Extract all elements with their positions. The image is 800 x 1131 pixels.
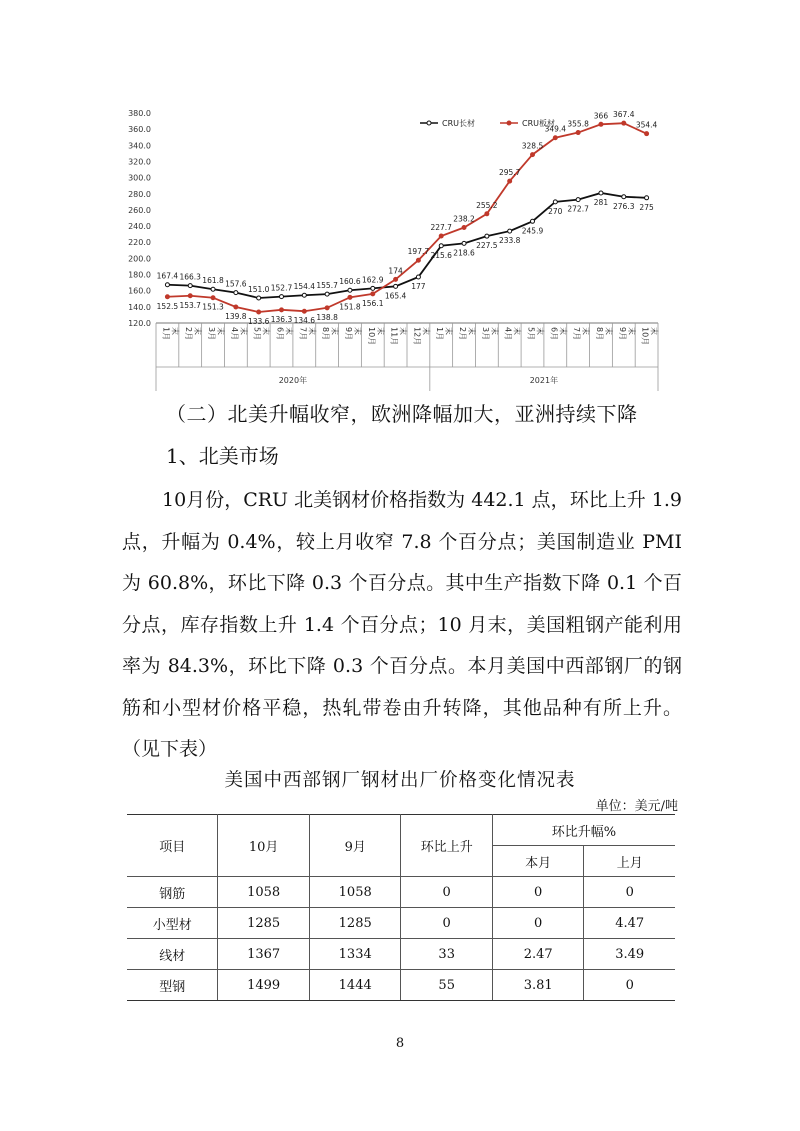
x-tick-label: 末 [649, 327, 659, 335]
data-point [416, 258, 420, 262]
x-tick-label: 6月 [275, 327, 285, 341]
data-point [553, 200, 557, 204]
cell-item: 型钢 [127, 970, 218, 1001]
data-point [394, 277, 398, 281]
cell-rise: 0 [401, 877, 492, 908]
x-tick-label: 末 [558, 327, 568, 335]
table-title: 美国中西部钢厂钢材出厂价格变化情况表 [224, 770, 576, 791]
data-label: 218.6 [453, 248, 475, 258]
x-tick-label: 末 [352, 327, 362, 335]
x-tick-label: 3月 [207, 327, 217, 341]
data-label: 136.3 [270, 314, 293, 324]
x-tick-label: 末 [512, 327, 522, 335]
x-tick-label: 2月 [458, 327, 468, 341]
data-label: 155.7 [316, 281, 338, 291]
data-point [599, 122, 603, 126]
cell-rise: 33 [401, 939, 492, 970]
y-tick-label: 380.0 [128, 109, 151, 118]
data-point [348, 288, 352, 292]
data-point [531, 153, 535, 157]
header-mom-pct: 环比升幅% [492, 815, 675, 846]
data-label: 161.8 [202, 276, 224, 286]
data-label: 366 [593, 111, 609, 121]
x-tick-label: 末 [330, 327, 340, 335]
data-label: 134.6 [293, 316, 316, 326]
header-oct: 10月 [218, 815, 310, 877]
body-paragraph: 10月份，CRU 北美钢材价格指数为 442.1 点，环比上升 1.9 点，升幅为 0.4%，较上月收窄 7.8 个百分点；美国制造业 PMI 为 60.8%，环比下降 0.3 个百分点。其中生产指数下降 0.1 个百分点，库存指数上升 1.4 个百分点；10 月末，美国粗钢产能利用率为 84.3%，环比下降 0.3 个百分点。本月美国中西部钢厂的钢筋和小型材价格平稳，热轧带卷由升转降，其他品种有所上升。（见下表） [122, 489, 682, 760]
data-label: 151.0 [247, 284, 270, 294]
y-tick-label: 260.0 [128, 205, 151, 215]
data-point [508, 179, 512, 183]
data-point [576, 131, 580, 135]
data-label: 227.7 [430, 223, 452, 233]
header-item: 项目 [127, 815, 218, 877]
data-point [257, 310, 261, 314]
x-tick-label: 4月 [503, 327, 513, 341]
x-tick-label: 5月 [526, 327, 536, 341]
data-label: 151.8 [339, 302, 361, 312]
data-label: 152.7 [270, 283, 293, 293]
data-label: 270 [548, 206, 563, 216]
y-tick-label: 180.0 [128, 270, 151, 280]
cell-item: 小型材 [127, 908, 218, 939]
cell-rise: 0 [401, 908, 492, 939]
data-point [325, 292, 329, 296]
data-label: 245.9 [521, 226, 544, 236]
data-point [462, 241, 466, 245]
cell-sep: 1285 [309, 908, 401, 939]
cell-item: 线材 [127, 939, 218, 970]
cell-sep: 1058 [309, 877, 401, 908]
x-tick-label: 9月 [617, 327, 627, 341]
data-label: 160.6 [339, 277, 361, 287]
x-tick-label: 末 [444, 327, 454, 335]
data-point [188, 294, 192, 298]
data-label: 354.4 [635, 120, 658, 130]
data-label: 162.9 [362, 275, 384, 285]
cell-sep: 1334 [309, 939, 401, 970]
data-point [485, 212, 489, 216]
cell-last: 0 [584, 877, 675, 908]
cell-this: 2.47 [492, 939, 584, 970]
y-tick-label: 200.0 [128, 254, 151, 264]
data-label: 215.6 [430, 250, 452, 260]
data-point [622, 121, 626, 125]
data-point [257, 296, 261, 300]
x-tick-label: 末 [216, 327, 226, 335]
x-tick-label: 7月 [572, 327, 582, 341]
data-label: 328.5 [521, 141, 544, 151]
y-tick-label: 300.0 [128, 173, 151, 183]
data-label: 153.7 [179, 300, 201, 310]
data-label: 227.5 [476, 241, 498, 251]
data-point [622, 195, 626, 199]
legend-marker [507, 121, 511, 125]
data-label: 165.4 [384, 291, 407, 301]
section-heading: （二）北美升幅收窄，欧洲降幅加大，亚洲持续下降 [166, 402, 638, 426]
cell-oct: 1285 [218, 908, 310, 939]
y-tick-label: 140.0 [128, 302, 151, 312]
x-tick-label: 12月 [412, 327, 422, 346]
x-tick-label: 末 [375, 327, 385, 335]
data-point [302, 293, 306, 297]
x-tick-label: 末 [398, 327, 408, 335]
data-label: 295.7 [498, 168, 521, 178]
legend-marker [427, 121, 431, 125]
data-point [439, 234, 443, 238]
x-tick-label: 末 [626, 327, 636, 335]
data-point [485, 234, 489, 238]
x-tick-label: 末 [489, 327, 499, 335]
legend-label: CRU板材 [522, 119, 555, 128]
year-label: 2021年 [529, 376, 559, 385]
x-tick-label: 2月 [184, 327, 194, 341]
price-table [127, 814, 675, 1001]
x-tick-label: 4月 [229, 327, 239, 341]
y-tick-label: 120.0 [128, 319, 151, 328]
data-label: 255.2 [476, 200, 498, 210]
x-tick-label: 6月 [549, 327, 559, 341]
x-tick-label: 末 [261, 327, 271, 335]
x-tick-label: 末 [238, 327, 248, 335]
table-row [127, 939, 675, 970]
table-row [127, 908, 675, 939]
table-row [127, 970, 675, 1001]
data-label: 151.3 [202, 302, 224, 312]
table-row [127, 877, 675, 908]
x-tick-label: 末 [581, 327, 591, 335]
data-point [645, 196, 649, 200]
data-label: 281 [593, 197, 609, 207]
x-tick-label: 10月 [366, 327, 376, 346]
data-point [234, 305, 238, 309]
data-label: 156.1 [362, 298, 384, 308]
data-point [439, 244, 443, 248]
data-point [280, 295, 284, 299]
x-tick-label: 末 [535, 327, 545, 335]
x-tick-label: 1月 [435, 327, 445, 341]
y-tick-label: 320.0 [128, 157, 151, 167]
data-point [531, 219, 535, 223]
x-tick-label: 9月 [343, 327, 353, 341]
data-point [371, 286, 375, 290]
price-index-chart [120, 105, 660, 385]
data-label: 166.3 [179, 272, 201, 282]
cell-this: 0 [492, 908, 584, 939]
header-this-month: 本月 [492, 846, 584, 877]
cell-rise: 55 [401, 970, 492, 1001]
data-point [280, 308, 284, 312]
y-tick-label: 360.0 [128, 125, 151, 135]
data-point [165, 295, 169, 299]
y-tick-label: 160.0 [128, 286, 151, 296]
data-point [234, 291, 238, 295]
y-tick-label: 220.0 [128, 238, 151, 248]
x-tick-label: 末 [421, 327, 431, 335]
data-point [188, 284, 192, 288]
y-tick-label: 240.0 [128, 222, 151, 232]
cell-oct: 1499 [218, 970, 310, 1001]
data-point [462, 226, 466, 230]
x-tick-label: 末 [603, 327, 613, 335]
data-point [394, 284, 398, 288]
x-tick-label: 末 [307, 327, 317, 335]
data-label: 152.5 [156, 301, 179, 311]
data-label: 276.3 [613, 201, 635, 211]
data-label: 139.8 [225, 312, 247, 322]
year-label: 2020年 [278, 376, 308, 385]
data-point [576, 198, 580, 202]
x-tick-label: 末 [467, 327, 477, 335]
x-tick-label: 末 [170, 327, 180, 335]
y-tick-label: 340.0 [128, 141, 151, 151]
cell-oct: 1367 [218, 939, 310, 970]
data-label: 133.6 [247, 317, 270, 327]
page-number: 8 [395, 1036, 405, 1051]
data-point [599, 191, 603, 195]
x-tick-label: 3月 [480, 327, 490, 341]
data-label: 367.4 [613, 110, 635, 120]
data-label: 154.4 [293, 282, 316, 292]
table-unit: 单位：美元/吨 [595, 799, 678, 814]
cell-last: 0 [584, 970, 675, 1001]
data-label: 138.8 [316, 312, 338, 322]
data-label: 197.7 [407, 247, 430, 257]
data-label: 355.8 [567, 119, 589, 129]
data-point [645, 132, 649, 136]
data-point [325, 306, 329, 310]
x-tick-label: 1月 [161, 327, 171, 341]
header-sep: 9月 [309, 815, 401, 877]
header-last-month: 上月 [616, 855, 643, 871]
cell-item: 钢筋 [127, 877, 218, 908]
cell-oct: 1058 [218, 877, 310, 908]
cell-this: 0 [492, 877, 584, 908]
x-tick-label: 8月 [321, 327, 331, 341]
data-point [211, 287, 215, 291]
data-label: 272.7 [567, 204, 589, 214]
data-point [348, 295, 352, 299]
data-point [416, 275, 420, 279]
data-label: 238.2 [453, 214, 475, 224]
data-label: 157.6 [225, 279, 247, 289]
data-point [211, 296, 215, 300]
y-tick-label: 280.0 [128, 189, 151, 199]
data-point [553, 136, 557, 140]
x-tick-label: 7月 [298, 327, 308, 341]
x-tick-label: 末 [284, 327, 294, 335]
x-tick-label: 8月 [594, 327, 604, 341]
header-mom-rise: 环比上升 [401, 815, 492, 877]
data-label: 167.4 [156, 271, 179, 281]
x-tick-label: 5月 [252, 327, 262, 341]
data-label: 174 [388, 266, 403, 276]
data-point [165, 283, 169, 287]
cell-sep: 1444 [309, 970, 401, 1001]
x-tick-label: 10月 [640, 327, 650, 346]
data-label: 275 [639, 202, 654, 212]
x-tick-label: 末 [193, 327, 203, 335]
data-point [508, 229, 512, 233]
data-label: 233.8 [498, 236, 521, 246]
cell-last: 4.47 [584, 908, 675, 939]
legend-label: CRU长材 [442, 119, 475, 128]
data-label: 177 [411, 281, 426, 291]
data-point [371, 292, 375, 296]
cell-last: 3.49 [584, 939, 675, 970]
data-point [302, 309, 306, 313]
sub-heading: 1、北美市场 [166, 444, 279, 468]
data-label: 349.4 [544, 124, 567, 134]
cell-this: 3.81 [492, 970, 584, 1001]
x-tick-label: 11月 [389, 327, 399, 346]
